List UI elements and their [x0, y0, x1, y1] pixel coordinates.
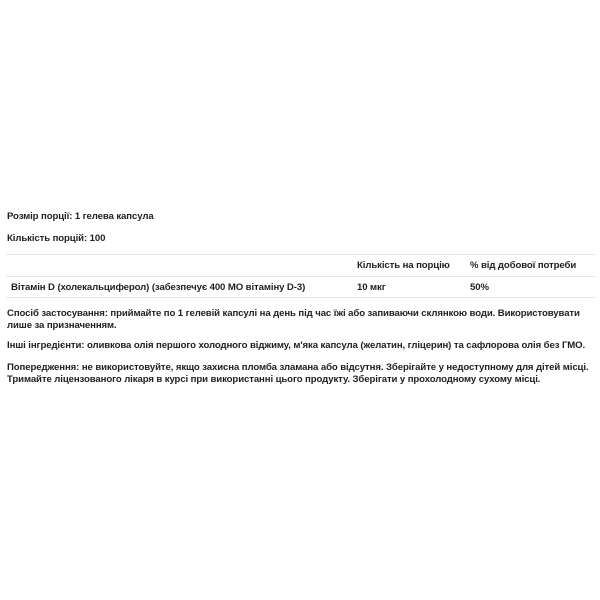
- other-ingredients-text: Інші інгредієнти: оливкова олія першого холодного віджиму, м'яка капсула (желатин, гліцерин) та сафлорова олія без ГМО.: [7, 340, 586, 351]
- nutrient-name: Вітамін D (холекальциферол) (забезпечує 400 МО вітаміну D-3): [11, 282, 306, 293]
- header-amount: Кількість на порцію: [357, 260, 450, 271]
- table-divider: [6, 254, 596, 255]
- table-divider: [6, 276, 596, 277]
- nutrient-amount: 10 мкг: [357, 282, 386, 293]
- header-daily-value: % від добової потреби: [470, 260, 577, 271]
- table-divider: [6, 297, 596, 298]
- warning-text: Попередження: не використовуйте, якщо захисна пломба зламана або відсутня. Зберігайте у недоступному для дітей місці. Тримайте ліцензованого лікаря в курсі при використанні цього продукту. Зберігати у прохолодному сухому місці.: [7, 362, 589, 385]
- serving-size: Розмір порції: 1 гелева капсула: [7, 211, 154, 222]
- servings-count: Кількість порцій: 100: [7, 233, 106, 244]
- nutrient-daily-value: 50%: [470, 282, 489, 293]
- usage-text: Спосіб застосування: приймайте по 1 гелевій капсулі на день під час їжі або запиваючи склянкою води. Використовувати лише за призначенням.: [7, 308, 580, 331]
